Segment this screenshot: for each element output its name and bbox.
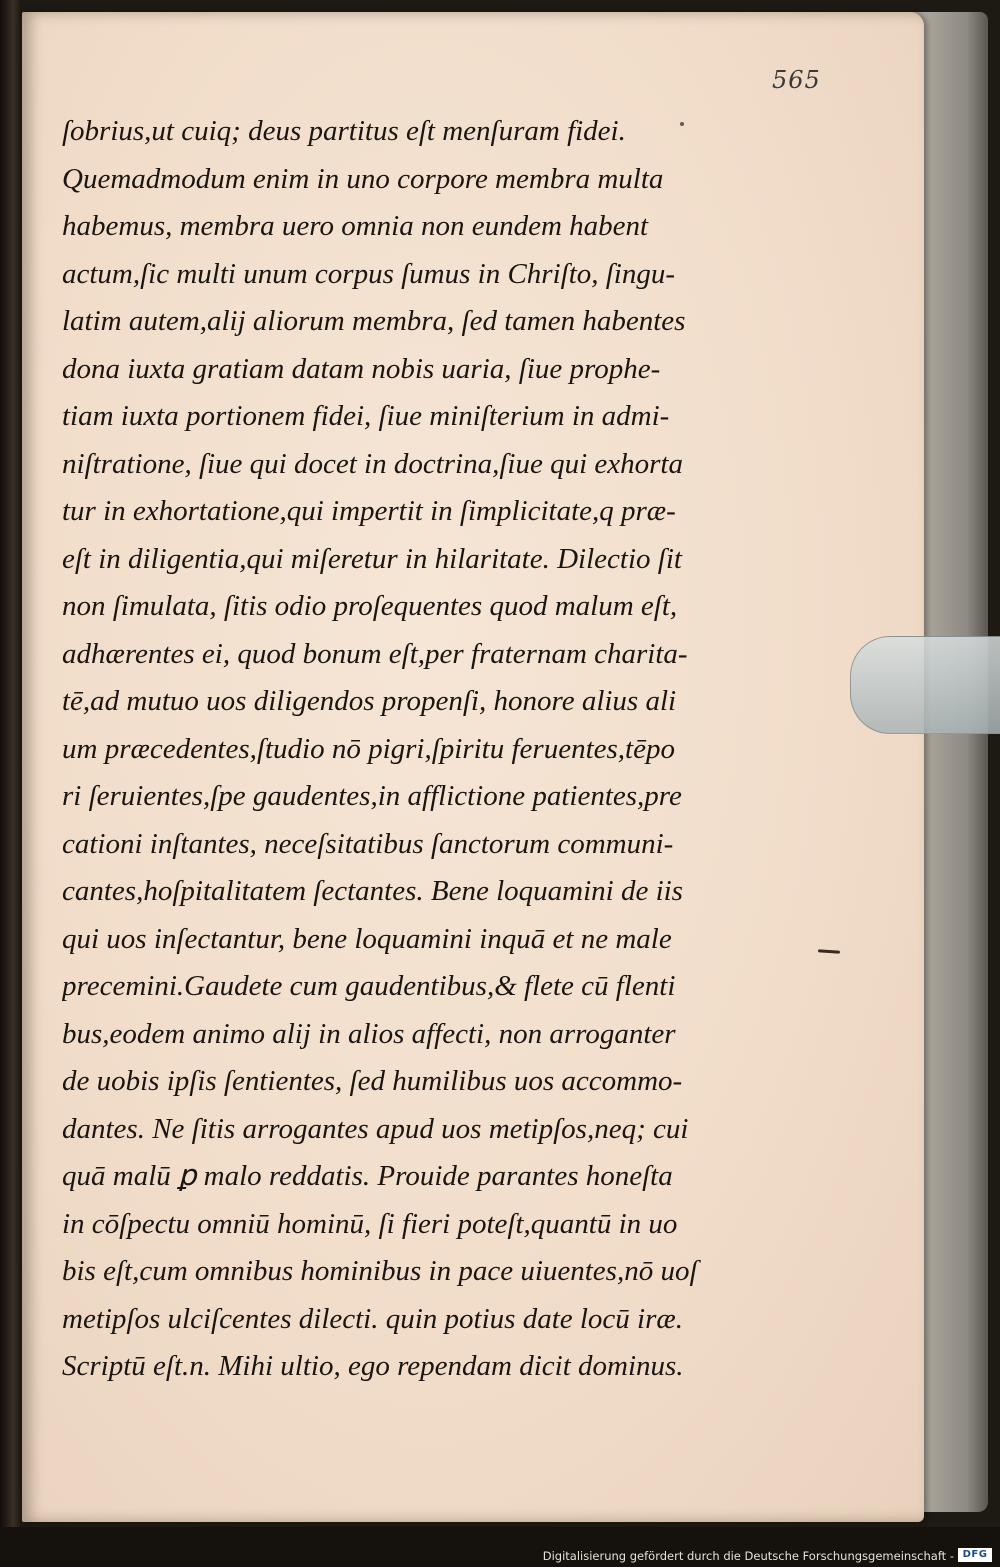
text-line: in cōſpectu omniū hominū, ſi fieri poteſt,quantū in uo [62, 1207, 678, 1240]
funding-credit: Digitalisierung gefördert durch die Deutsche Forschungsgemeinschaft - [542, 1549, 954, 1563]
text-line: dantes. Ne ſitis arrogantes apud uos metipſos,neq; cui [62, 1112, 689, 1145]
folio-number: 565 [772, 66, 821, 94]
text-line: qui uos inſectantur, bene loquamini inquā et ne male [62, 922, 672, 955]
text-line: non ſimulata, ſitis odio proſequentes quod malum eſt, [62, 590, 678, 622]
text-line: habemus, membra uero omnia non eundem habent [62, 210, 649, 242]
text-line: latim autem,alij aliorum membra, ſed tamen habentes [62, 305, 686, 337]
text-line: um præcedentes,ſtudio nō pigri,ſpiritu feruentes,tēpo [62, 732, 675, 765]
text-line: Scriptū eſt.n. Mihi ultio, ego rependam dicit dominus. [62, 1350, 684, 1382]
text-line: tur in exhortatione,qui impertit in ſimplicitate,q præ- [62, 495, 676, 527]
text-block [62, 108, 722, 1391]
text-line: tiam iuxta portionem fidei, ſiue miniſterium in admi- [62, 400, 670, 432]
text-line: quā malū ꝑ malo reddatis. Prouide parantes honeſta [62, 1160, 673, 1192]
text-line: Quemadmodum enim in uno corpore membra multa [62, 162, 664, 195]
text-line: ſobrius,ut cuiq; deus partitus eſt menſuram fidei. [62, 115, 626, 147]
text-line: niſtratione, ſiue qui docet in doctrina,ſiue qui exhorta [62, 447, 683, 480]
book-cover-edge [0, 0, 22, 1530]
text-line: de uobis ipſis ſentientes, ſed humilibus uos accommo- [62, 1065, 683, 1097]
text-line: adhærentes ei, quod bonum eſt,per fraternam charita- [62, 637, 688, 670]
text-line: metipſos ulciſcentes dilecti. quin potius date locū iræ. [62, 1302, 683, 1335]
text-line: dona iuxta gratiam datam nobis uaria, ſiue prophe- [62, 352, 661, 385]
text-line: ri ſeruientes,ſpe gaudentes,in afflictione patientes,pre [62, 780, 682, 812]
text-line: cantes,hoſpitalitatem ſectantes. Bene loquamini de iis [62, 875, 683, 907]
text-line: bus,eodem animo alij in alios affecti, non arroganter [62, 1017, 676, 1050]
dfg-logo: DFG [958, 1548, 992, 1562]
text-line: tē,ad mutuo uos diligendos propenſi, honore alius ali [62, 685, 677, 717]
text-line: actum,ſic multi unum corpus ſumus in Chriſto, ſingu- [62, 257, 676, 290]
text-line: cationi inſtantes, neceſsitatibus ſanctorum communi- [62, 827, 674, 860]
text-line: precemini.Gaudete cum gaudentibus,& flete cū flenti [62, 970, 676, 1002]
text-line: bis eſt,cum omnibus hominibus in pace uiuentes,nō uoſ [62, 1255, 698, 1287]
text-line: eſt in diligentia,qui miſeretur in hilaritate. Dilectio ſit [62, 542, 682, 575]
bookmark-tab [850, 636, 1000, 734]
